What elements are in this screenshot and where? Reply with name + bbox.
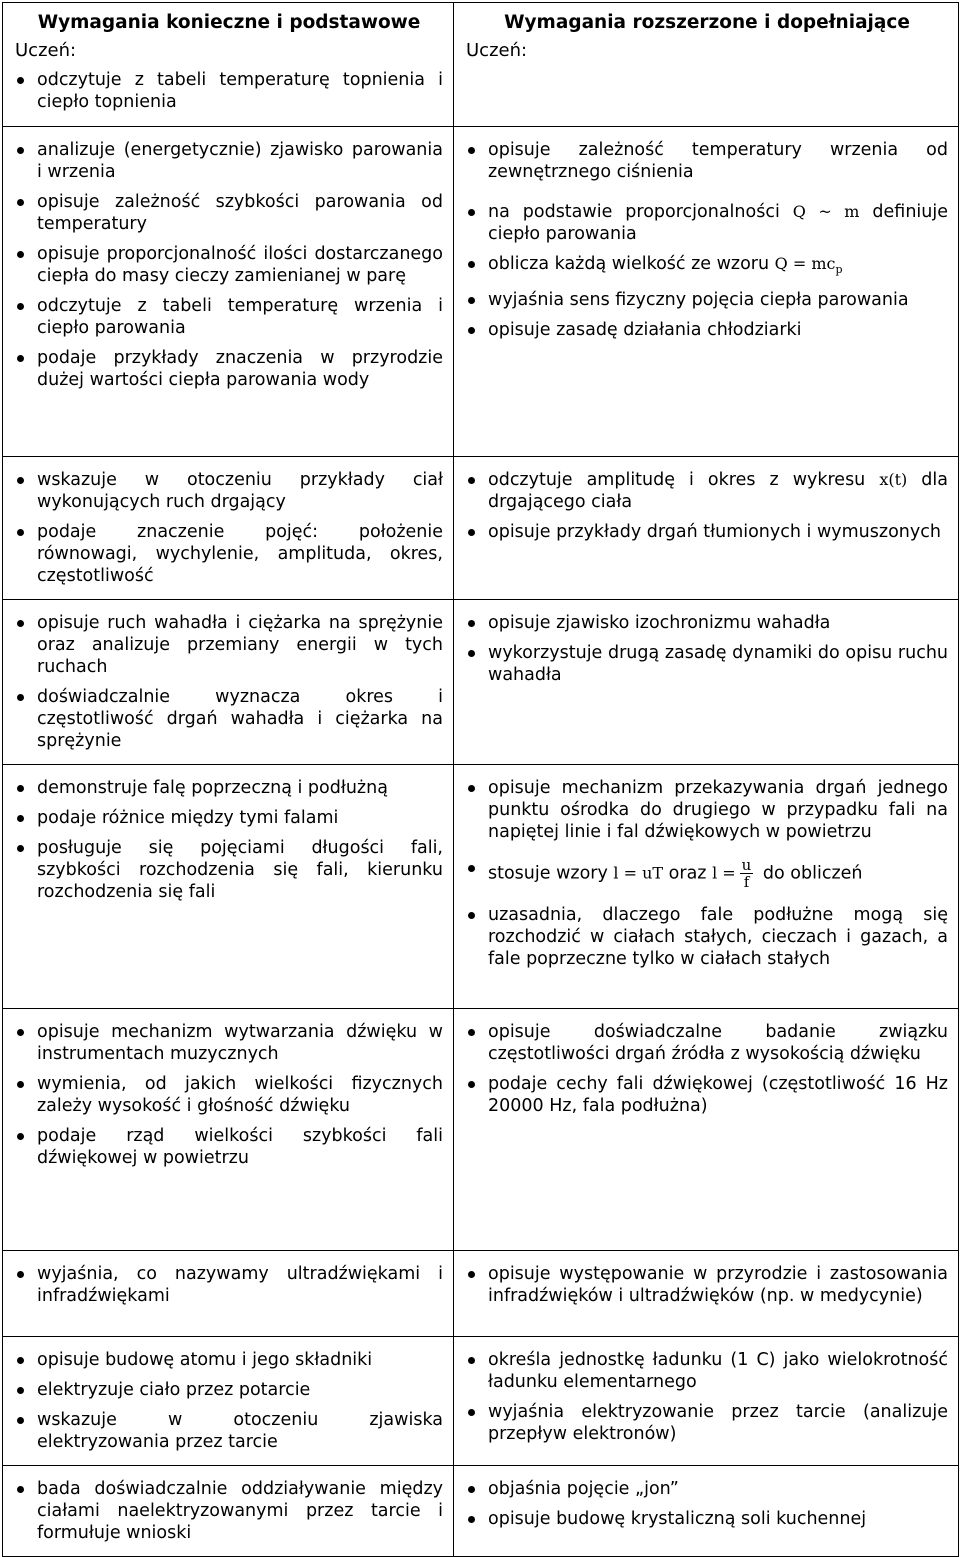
list-item-text: dla drgającego ciała: [488, 470, 948, 512]
formula: Q = mc: [774, 254, 836, 273]
list-item: uzasadnia, dlaczego fale podłużne mogą się rozchodzić w ciałach stałych, cieczach i gazach, a fale poprzeczne tylko w ciałach stałych: [466, 904, 948, 970]
list-item: podaje znaczenie pojęć: położenie równowagi, wychylenie, amplituda, okres, częstotliwość: [15, 521, 443, 587]
list: [15, 1021, 443, 1169]
list: [466, 1478, 948, 1530]
list-item: analizuje (energetycznie) zjawisko parowania i wrzenia: [15, 139, 443, 183]
list-item: bada doświadczalnie oddziaływanie między ciałami naelektryzowanymi przez tarcie i formułuje wnioski: [15, 1478, 443, 1544]
list: [15, 469, 443, 587]
list-item: wykorzystuje drugą zasadę dynamiki do opisu ruchu wahadła: [466, 642, 948, 686]
list-item: określa jednostkę ładunku (1 C) jako wielokrotność ładunku elementarnego: [466, 1349, 948, 1393]
table-row: [3, 457, 959, 600]
fraction: [740, 857, 754, 890]
list-item: podaje przykłady znaczenia w przyrodzie dużej wartości ciepła parowania wody: [15, 347, 443, 391]
list: [466, 139, 948, 341]
right-cell: [454, 1466, 959, 1557]
list-item: opisuje proporcjonalność ilości dostarczanego ciepła do masy cieczy zamienianej w parę: [15, 243, 443, 287]
list-item: odczytuje z tabeli temperaturę topnienia i ciepło topnienia: [15, 69, 443, 113]
list-item: opisuje zależność szybkości parowania od temperatury: [15, 191, 443, 235]
student-label: Uczeń:: [466, 40, 528, 61]
list-item: wskazuje w otoczeniu przykłady ciał wykonujących ruch drgający: [15, 469, 443, 513]
list-item: objaśnia pojęcie „jon”: [466, 1478, 948, 1500]
student-label: Uczeń:: [15, 40, 77, 61]
right-cell: [454, 1251, 959, 1337]
formula-subscript: p: [835, 263, 843, 276]
list-item: opisuje zależność temperatury wrzenia od zewnętrznego ciśnienia: [466, 139, 948, 183]
table-row: [3, 1466, 959, 1557]
list-item: podaje rząd wielkości szybkości fali dźwiękowej w powietrzu: [15, 1125, 443, 1169]
fraction-denominator: f: [743, 873, 750, 891]
list-item: wyjaśnia elektryzowanie przez tarcie (analizuje przepływ elektronów): [466, 1401, 948, 1445]
right-cell: [454, 1009, 959, 1251]
list-item-text: do obliczeń: [762, 863, 863, 884]
list-item-text: oblicza każdą wielkość ze wzoru: [488, 254, 770, 274]
left-cell: [3, 1009, 454, 1251]
list-item-text: oraz: [668, 863, 707, 884]
list: [15, 139, 443, 391]
requirements-table: [2, 2, 959, 1557]
list-item: opisuje doświadczalne badanie związku częstotliwości drgań źródła z wysokością dźwięku: [466, 1021, 948, 1065]
list-item: demonstruje falę poprzeczną i podłużną: [15, 777, 443, 799]
list: [466, 777, 948, 970]
left-cell: [3, 1466, 454, 1557]
list-item: podaje cechy fali dźwiękowej (częstotliwość 16 Hz 20000 Hz, fala podłużna): [466, 1073, 948, 1117]
list-item: [466, 253, 948, 281]
fraction-numerator: u: [741, 856, 752, 874]
list-item: wymienia, od jakich wielkości fizycznych zależy wysokość i głośność dźwięku: [15, 1073, 443, 1117]
list-item: doświadczalnie wyznacza okres i częstotliwość drgań wahadła i ciężarka na sprężynie: [15, 686, 443, 752]
list: [15, 1349, 443, 1453]
left-cell: [3, 1337, 454, 1466]
list: [15, 612, 443, 752]
table-row: [3, 1337, 959, 1466]
list-item: opisuje budowę krystaliczną soli kuchennej: [466, 1508, 948, 1530]
list-item: opisuje ruch wahadła i ciężarka na sprężynie oraz analizuje przemiany energii w tych ruchach: [15, 612, 443, 678]
list-item: wyjaśnia sens fizyczny pojęcia ciepła parowania: [466, 289, 948, 311]
list-item: elektryzuje ciało przez potarcie: [15, 1379, 443, 1401]
list: [466, 1263, 948, 1307]
list-item-text: odczytuje amplitudę i okres z wykresu: [488, 470, 866, 490]
formula: l =: [712, 863, 736, 883]
table-row: [3, 1009, 959, 1251]
list-item: opisuje zjawisko izochronizmu wahadła: [466, 612, 948, 634]
list: [15, 777, 443, 903]
right-cell: [454, 600, 959, 765]
list-item: wyjaśnia, co nazywamy ultradźwiękami i infradźwiękami: [15, 1263, 443, 1307]
list-item: opisuje mechanizm wytwarzania dźwięku w instrumentach muzycznych: [15, 1021, 443, 1065]
left-cell: [3, 3, 454, 127]
table-row: [3, 765, 959, 1009]
list-item: posługuje się pojęciami długości fali, szybkości rozchodzenia się fali, kierunku rozchodzenia się fali: [15, 837, 443, 903]
list-item: odczytuje z tabeli temperaturę wrzenia i ciepło parowania: [15, 295, 443, 339]
list-item-text: definiuje ciepło parowania: [488, 202, 948, 244]
left-cell: [3, 765, 454, 1009]
left-cell: [3, 600, 454, 765]
right-cell: [454, 127, 959, 457]
list: [15, 69, 443, 113]
right-cell: [454, 1337, 959, 1466]
table-row: [3, 600, 959, 765]
list-item: wskazuje w otoczeniu zjawiska elektryzowania przez tarcie: [15, 1409, 443, 1453]
list: [466, 469, 948, 543]
list: [15, 1478, 443, 1544]
list-item: [466, 201, 948, 245]
right-cell: [454, 457, 959, 600]
right-cell: [454, 3, 959, 127]
left-cell: [3, 457, 454, 600]
list-item: opisuje występowanie w przyrodzie i zastosowania infradźwięków i ultradźwięków (np. w medycynie): [466, 1263, 948, 1307]
list-item: podaje różnice między tymi falami: [15, 807, 443, 829]
table-row: [3, 1251, 959, 1337]
formula: l = uT: [613, 863, 664, 883]
table-row: [3, 127, 959, 457]
formula: x(t): [879, 470, 908, 489]
list: [466, 612, 948, 686]
list-item: opisuje budowę atomu i jego składniki: [15, 1349, 443, 1371]
formula: Q ~ m: [792, 202, 860, 221]
list: [466, 1021, 948, 1117]
left-cell: [3, 1251, 454, 1337]
list: [15, 1263, 443, 1307]
left-column-title: Wymagania konieczne i podstawowe: [37, 12, 421, 33]
list-item-text: stosuje wzory: [488, 863, 608, 884]
list-item: [466, 857, 948, 890]
left-cell: [3, 127, 454, 457]
table-row: [3, 3, 959, 127]
right-cell: [454, 765, 959, 1009]
list-item: opisuje mechanizm przekazywania drgań jednego punktu ośrodka do drugiego w przypadku fali na napiętej linie i fal dźwiękowych w powietrzu: [466, 777, 948, 843]
list: [466, 1349, 948, 1445]
list-item: [466, 469, 948, 513]
list-item: opisuje przykłady drgań tłumionych i wymuszonych: [466, 521, 948, 543]
list-item-text: na podstawie proporcjonalności: [488, 202, 780, 222]
list-item: opisuje zasadę działania chłodziarki: [466, 319, 948, 341]
right-column-title: Wymagania rozszerzone i dopełniające: [504, 12, 910, 33]
